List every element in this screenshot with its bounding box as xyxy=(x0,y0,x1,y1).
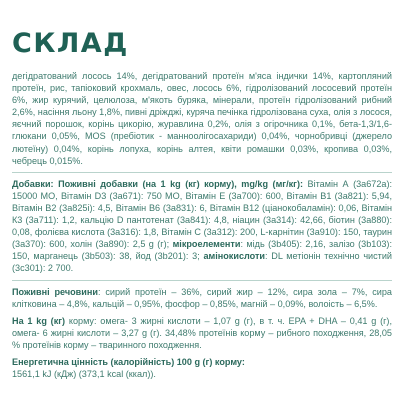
page-title: СКЛАД xyxy=(12,28,129,59)
per-kg-text: корму: омега- 3 жирні кислоти – 1,07 g (г), в т. ч. EPA + DHA – 0,41 g (г), омега- 6 жирні кислоти – 3,27 g (г). 34,48% протеїнів корму – рибного походження, 28,05 % протеїнів корму – тваринного походження. xyxy=(12,315,392,350)
amino-acids-text: : DL метіонін технічно чистий (3с301): 2 700. xyxy=(12,251,393,274)
additives-section xyxy=(12,178,392,275)
additives-label: Добавки: xyxy=(12,178,54,189)
energy-text: 1561,1 kJ (кДж) (373,1 kcal (ккал)). xyxy=(12,369,156,380)
nutrients-text: : сирий протеїн – 36%, сирий жир – 12%, сира зола – 7%, сира клітковина – 4,8%, кальцій – 0,95%, фосфор – 0,85%, магній – 0,09%, волоість – 6,5%. xyxy=(12,286,392,309)
divider xyxy=(12,172,392,173)
nutritional-additives-label: Поживні добавки (на 1 kg (кг) корму), mg/kg (мг/кг): xyxy=(58,178,304,189)
energy-label: Енергетична цінність (калорійність) 100 g (г) корму: xyxy=(12,356,245,367)
energy-section xyxy=(12,356,392,380)
per-kg-label: На 1 kg (кг) xyxy=(12,315,66,326)
composition-text: дегідратований лосось 14%, дегідратований протеїн м'яса індички 14%, картопляний протеїн, рис, тапіоковий крохмаль, овес, лосось 6%, гідролізований лососевий протеїн 6%, жир курячий, целюлоза, м'якоть буряка, мінерали, протеїн гідролізований рибний 2,6%, насіння льону 1,8%, пивні дріжджі, куряча печінка гідролізована суха, олія з лосося, яєчний порошок, корінь цикорію, журавлина 0,2%, олія з огірочника 0,1%, бета-1,3/1,6-глюкани 0,05%, MOS (пребіотик - манноолігосахариди) 0,04%, чорнобривці (джерело лютеїну) 0,04%, корінь лопуха, корінь алтея, квіти ромашки 0,03%, кропива 0,03%, чебрець 0,015%. xyxy=(12,71,392,166)
divider xyxy=(12,280,392,281)
microelements-text: : мідь (3b405): 2,16, залізо (3b103): 150, марганець (3b503): 38, йод (3b201): 3; xyxy=(12,239,392,262)
microelements-label: мікроелементи xyxy=(172,239,241,250)
per-kg-section xyxy=(12,315,392,351)
nutrients-label: Поживні речовини xyxy=(12,286,98,297)
vitamins-text: Вітамін А (3а672а): 15000 МО, Вітамін D3 (3а671): 750 МО, Вітамін Е (3а700): 600, Вітамін В1 (3а821): 5,94, Вітамін В2 (3а825і): 4,5, Вітамін В6 (3а831): 6, Вітамін В12 (ціанокобаламін): 0,06, Вітамін К3 (3а711): 1,2, кальцію D пантотенат (3а841): 4,8, ніацин (3а314): 42,66, біотин (3а880): 0,08, фолієва кислота (3а316): 1,8, Вітамін С (3а312): 200, L-карнітин (3а910): 150, таурин (3а370): 600, холін (3а890): 2,5 g (г); xyxy=(12,178,393,250)
amino-acids-label: амінокислоти xyxy=(203,251,266,262)
nutrients-section xyxy=(12,286,392,310)
